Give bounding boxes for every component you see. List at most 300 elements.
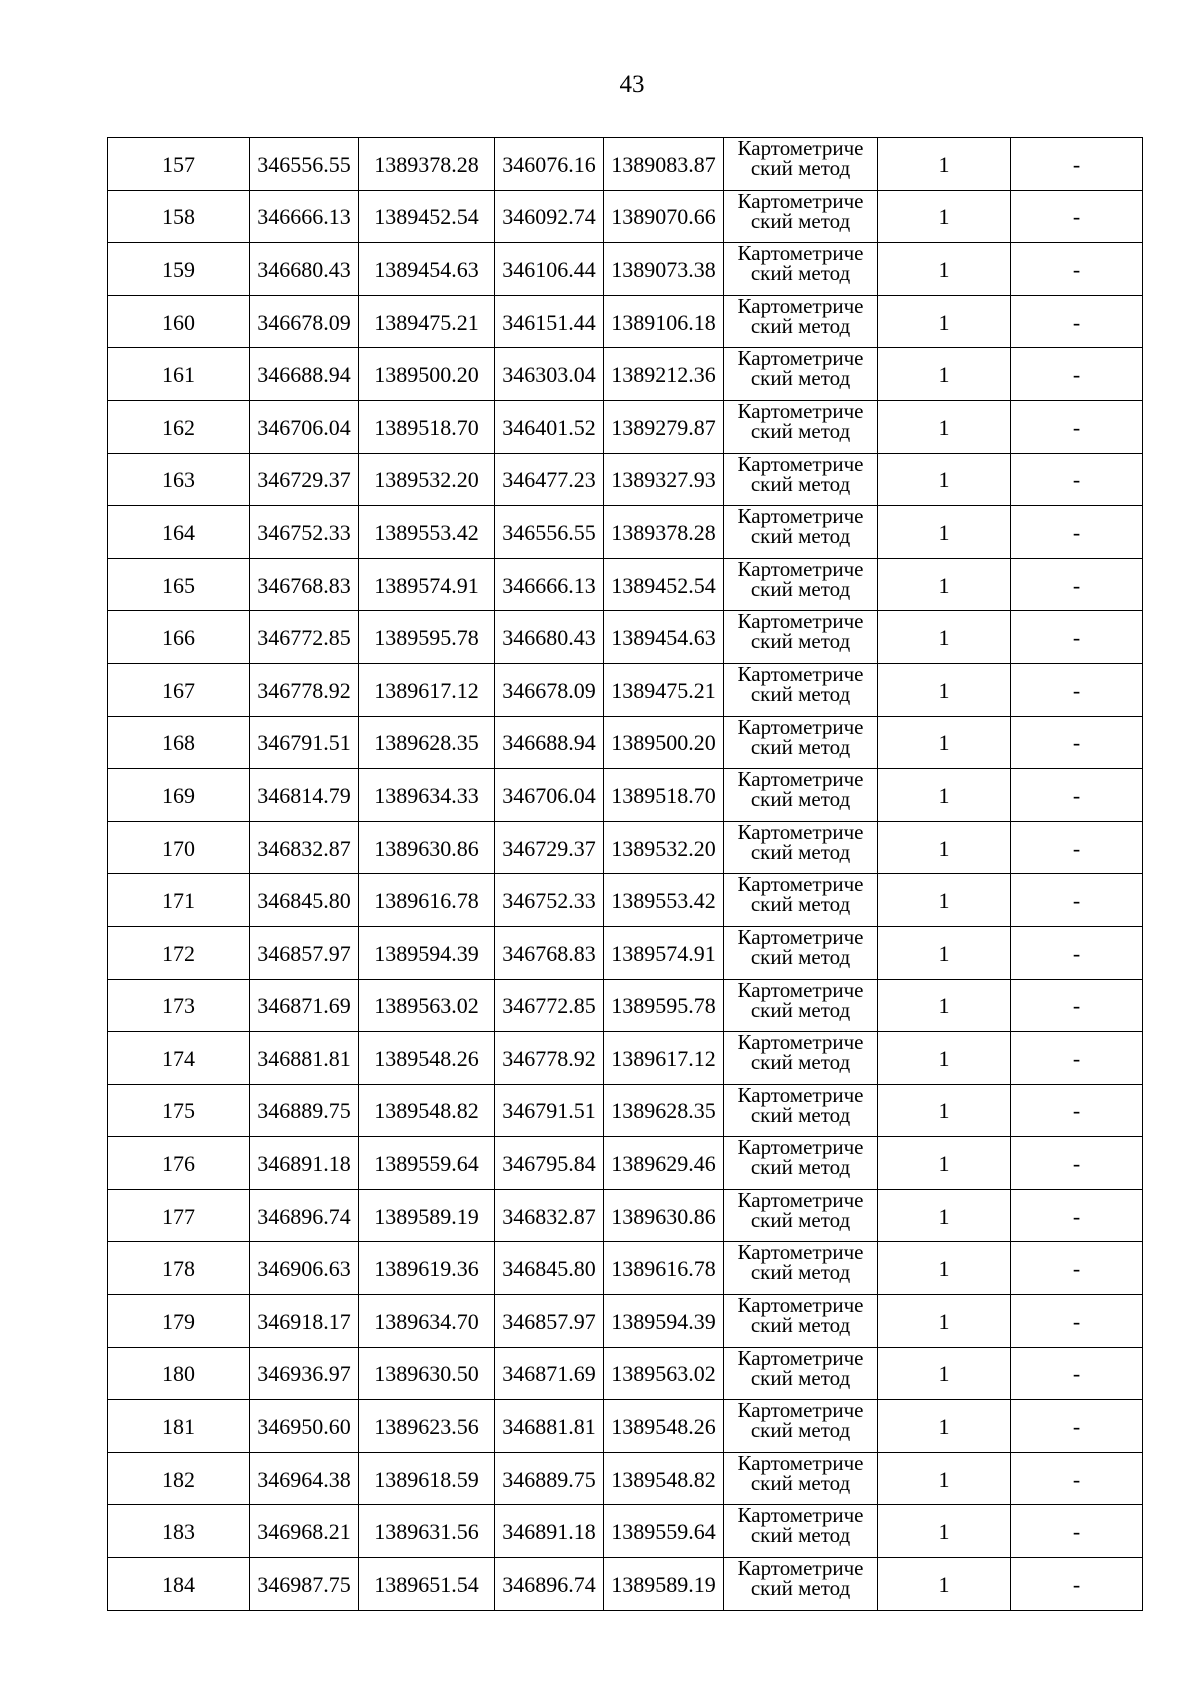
x-coordinate-cell: 346964.38 — [250, 1452, 359, 1505]
table-row — [108, 348, 1143, 401]
note-cell: - — [1011, 400, 1143, 453]
table-row — [108, 1137, 1143, 1190]
y-previous-coordinate-cell: 1389616.78 — [604, 1242, 724, 1295]
point-number-cell: 166 — [108, 611, 250, 664]
y-previous-coordinate-cell: 1389553.42 — [604, 874, 724, 927]
point-number-cell: 168 — [108, 716, 250, 769]
point-number-cell: 177 — [108, 1189, 250, 1242]
method-cell — [724, 979, 878, 1032]
method-line-1: Картометриче — [737, 1399, 864, 1423]
method-line-1: Картометриче — [737, 295, 864, 318]
method-cell — [724, 663, 878, 716]
x-coordinate-cell: 346791.51 — [250, 716, 359, 769]
point-number-cell: 171 — [108, 874, 250, 927]
method-line-2: ский метод — [750, 1102, 851, 1127]
accuracy-cell: 1 — [878, 295, 1011, 348]
method-line-2: ский метод — [750, 734, 851, 759]
accuracy-cell: 1 — [878, 874, 1011, 927]
accuracy-cell: 1 — [878, 1452, 1011, 1505]
table-row — [108, 400, 1143, 453]
table-row — [108, 1295, 1143, 1348]
accuracy-cell: 1 — [878, 1189, 1011, 1242]
point-number-cell: 161 — [108, 348, 250, 401]
point-number-cell: 182 — [108, 1452, 250, 1505]
note-cell: - — [1011, 716, 1143, 769]
y-coordinate-cell: 1389548.26 — [359, 1032, 495, 1085]
note-cell: - — [1011, 1400, 1143, 1453]
method-line-1: Картометриче — [737, 1294, 864, 1318]
x-coordinate-cell: 346688.94 — [250, 348, 359, 401]
note-cell: - — [1011, 1452, 1143, 1505]
method-line-2: ский метод — [750, 1155, 851, 1180]
x-previous-coordinate-cell: 346556.55 — [495, 506, 604, 559]
x-coordinate-cell: 346680.43 — [250, 243, 359, 296]
y-coordinate-cell: 1389553.42 — [359, 506, 495, 559]
y-previous-coordinate-cell: 1389628.35 — [604, 1084, 724, 1137]
point-number-cell: 162 — [108, 400, 250, 453]
x-coordinate-cell: 346889.75 — [250, 1084, 359, 1137]
point-number-cell: 157 — [108, 138, 250, 191]
x-previous-coordinate-cell: 346845.80 — [495, 1242, 604, 1295]
y-previous-coordinate-cell: 1389574.91 — [604, 926, 724, 979]
y-coordinate-cell: 1389532.20 — [359, 453, 495, 506]
method-line-1: Картометриче — [737, 610, 864, 634]
y-coordinate-cell: 1389616.78 — [359, 874, 495, 927]
y-previous-coordinate-cell: 1389475.21 — [604, 663, 724, 716]
x-previous-coordinate-cell: 346768.83 — [495, 926, 604, 979]
x-coordinate-cell: 346881.81 — [250, 1032, 359, 1085]
accuracy-cell: 1 — [878, 1347, 1011, 1400]
table-body — [108, 138, 1143, 1611]
accuracy-cell: 1 — [878, 138, 1011, 191]
table-row — [108, 243, 1143, 296]
note-cell: - — [1011, 821, 1143, 874]
x-previous-coordinate-cell: 346477.23 — [495, 453, 604, 506]
note-cell: - — [1011, 1505, 1143, 1558]
method-line-1: Картометриче — [737, 1557, 864, 1581]
method-cell — [724, 453, 878, 506]
y-previous-coordinate-cell: 1389617.12 — [604, 1032, 724, 1085]
x-coordinate-cell: 346772.85 — [250, 611, 359, 664]
method-cell — [724, 1084, 878, 1137]
y-previous-coordinate-cell: 1389500.20 — [604, 716, 724, 769]
x-previous-coordinate-cell: 346678.09 — [495, 663, 604, 716]
method-line-2: ский метод — [750, 156, 851, 180]
accuracy-cell: 1 — [878, 821, 1011, 874]
y-coordinate-cell: 1389619.36 — [359, 1242, 495, 1295]
note-cell: - — [1011, 874, 1143, 927]
method-line-1: Картометриче — [737, 873, 864, 897]
x-previous-coordinate-cell: 346832.87 — [495, 1189, 604, 1242]
method-line-1: Картометриче — [737, 137, 864, 160]
accuracy-cell: 1 — [878, 1242, 1011, 1295]
accuracy-cell: 1 — [878, 558, 1011, 611]
point-number-cell: 183 — [108, 1505, 250, 1558]
y-coordinate-cell: 1389595.78 — [359, 611, 495, 664]
x-coordinate-cell: 346871.69 — [250, 979, 359, 1032]
method-line-1: Картометриче — [737, 400, 864, 423]
y-coordinate-cell: 1389454.63 — [359, 243, 495, 296]
y-coordinate-cell: 1389574.91 — [359, 558, 495, 611]
table-row — [108, 769, 1143, 822]
note-cell: - — [1011, 1242, 1143, 1295]
method-line-2: ский метод — [750, 1365, 851, 1390]
method-line-2: ский метод — [750, 1418, 851, 1443]
y-coordinate-cell: 1389518.70 — [359, 400, 495, 453]
accuracy-cell: 1 — [878, 243, 1011, 296]
x-coordinate-cell: 346936.97 — [250, 1347, 359, 1400]
x-coordinate-cell: 346987.75 — [250, 1558, 359, 1611]
method-cell — [724, 611, 878, 664]
method-line-1: Картометриче — [737, 1452, 864, 1475]
accuracy-cell: 1 — [878, 1505, 1011, 1558]
y-coordinate-cell: 1389628.35 — [359, 716, 495, 769]
y-coordinate-cell: 1389378.28 — [359, 138, 495, 191]
x-coordinate-cell: 346891.18 — [250, 1137, 359, 1190]
method-line-2: ский метод — [750, 1050, 851, 1075]
note-cell: - — [1011, 506, 1143, 559]
y-previous-coordinate-cell: 1389630.86 — [604, 1189, 724, 1242]
method-line-2: ский метод — [750, 313, 851, 338]
note-cell: - — [1011, 1084, 1143, 1137]
table-row — [108, 558, 1143, 611]
method-cell — [724, 926, 878, 979]
table-row — [108, 190, 1143, 243]
method-line-2: ский метод — [750, 1260, 851, 1285]
point-number-cell: 181 — [108, 1400, 250, 1453]
point-number-cell: 178 — [108, 1242, 250, 1295]
y-coordinate-cell: 1389618.59 — [359, 1452, 495, 1505]
method-line-2: ский метод — [750, 997, 851, 1022]
method-line-1: Картометриче — [737, 768, 864, 792]
accuracy-cell: 1 — [878, 1558, 1011, 1611]
coordinates-table — [107, 137, 1143, 1611]
x-previous-coordinate-cell: 346778.92 — [495, 1032, 604, 1085]
method-line-2: ский метод — [750, 681, 851, 706]
y-coordinate-cell: 1389617.12 — [359, 663, 495, 716]
point-number-cell: 169 — [108, 769, 250, 822]
note-cell: - — [1011, 1137, 1143, 1190]
x-previous-coordinate-cell: 346688.94 — [495, 716, 604, 769]
method-cell — [724, 1400, 878, 1453]
y-coordinate-cell: 1389452.54 — [359, 190, 495, 243]
note-cell: - — [1011, 558, 1143, 611]
accuracy-cell: 1 — [878, 1084, 1011, 1137]
method-line-1: Картометриче — [737, 1084, 864, 1107]
y-previous-coordinate-cell: 1389518.70 — [604, 769, 724, 822]
method-line-2: ский метод — [750, 1523, 851, 1548]
table-row — [108, 926, 1143, 979]
table-row — [108, 611, 1143, 664]
y-coordinate-cell: 1389475.21 — [359, 295, 495, 348]
method-cell — [724, 243, 878, 296]
note-cell: - — [1011, 926, 1143, 979]
method-cell — [724, 1452, 878, 1505]
y-previous-coordinate-cell: 1389559.64 — [604, 1505, 724, 1558]
table-row — [108, 1452, 1143, 1505]
point-number-cell: 159 — [108, 243, 250, 296]
method-cell — [724, 400, 878, 453]
method-line-1: Картометриче — [737, 1347, 864, 1370]
accuracy-cell: 1 — [878, 769, 1011, 822]
method-line-1: Картометриче — [737, 926, 864, 949]
x-coordinate-cell: 346950.60 — [250, 1400, 359, 1453]
y-previous-coordinate-cell: 1389629.46 — [604, 1137, 724, 1190]
page-number: 43 — [619, 71, 645, 98]
method-line-1: Картометриче — [737, 663, 864, 686]
x-coordinate-cell: 346556.55 — [250, 138, 359, 191]
table-row — [108, 716, 1143, 769]
x-coordinate-cell: 346918.17 — [250, 1295, 359, 1348]
point-number-cell: 179 — [108, 1295, 250, 1348]
point-number-cell: 173 — [108, 979, 250, 1032]
method-line-2: ский метод — [750, 892, 851, 917]
table-row — [108, 979, 1143, 1032]
table-row — [108, 1505, 1143, 1558]
method-cell — [724, 1505, 878, 1558]
point-number-cell: 164 — [108, 506, 250, 559]
note-cell: - — [1011, 1295, 1143, 1348]
x-previous-coordinate-cell: 346752.33 — [495, 874, 604, 927]
x-coordinate-cell: 346845.80 — [250, 874, 359, 927]
y-previous-coordinate-cell: 1389073.38 — [604, 243, 724, 296]
y-previous-coordinate-cell: 1389106.18 — [604, 295, 724, 348]
method-line-2: ский метод — [750, 1207, 851, 1232]
point-number-cell: 184 — [108, 1558, 250, 1611]
accuracy-cell: 1 — [878, 716, 1011, 769]
method-line-1: Картометриче — [737, 1136, 864, 1160]
method-line-2: ский метод — [750, 787, 851, 812]
note-cell: - — [1011, 1189, 1143, 1242]
point-number-cell: 174 — [108, 1032, 250, 1085]
y-coordinate-cell: 1389651.54 — [359, 1558, 495, 1611]
x-coordinate-cell: 346678.09 — [250, 295, 359, 348]
accuracy-cell: 1 — [878, 1295, 1011, 1348]
x-coordinate-cell: 346752.33 — [250, 506, 359, 559]
table-row — [108, 295, 1143, 348]
point-number-cell: 170 — [108, 821, 250, 874]
x-coordinate-cell: 346729.37 — [250, 453, 359, 506]
y-previous-coordinate-cell: 1389548.82 — [604, 1452, 724, 1505]
x-previous-coordinate-cell: 346729.37 — [495, 821, 604, 874]
method-line-1: Картометриче — [737, 242, 864, 266]
method-line-1: Картометриче — [737, 505, 864, 529]
note-cell: - — [1011, 663, 1143, 716]
x-previous-coordinate-cell: 346889.75 — [495, 1452, 604, 1505]
method-line-2: ский метод — [750, 524, 851, 549]
table-row — [108, 506, 1143, 559]
table-row — [108, 453, 1143, 506]
accuracy-cell: 1 — [878, 611, 1011, 664]
method-cell — [724, 1347, 878, 1400]
method-cell — [724, 190, 878, 243]
y-previous-coordinate-cell: 1389212.36 — [604, 348, 724, 401]
x-previous-coordinate-cell: 346151.44 — [495, 295, 604, 348]
note-cell: - — [1011, 1032, 1143, 1085]
y-previous-coordinate-cell: 1389279.87 — [604, 400, 724, 453]
y-previous-coordinate-cell: 1389563.02 — [604, 1347, 724, 1400]
method-line-2: ский метод — [750, 418, 851, 443]
method-cell — [724, 874, 878, 927]
method-cell — [724, 138, 878, 191]
note-cell: - — [1011, 243, 1143, 296]
x-previous-coordinate-cell: 346106.44 — [495, 243, 604, 296]
point-number-cell: 167 — [108, 663, 250, 716]
method-line-1: Картометриче — [737, 1504, 864, 1528]
x-previous-coordinate-cell: 346772.85 — [495, 979, 604, 1032]
method-line-1: Картометриче — [737, 1241, 864, 1265]
table-row — [108, 138, 1143, 191]
accuracy-cell: 1 — [878, 453, 1011, 506]
x-previous-coordinate-cell: 346881.81 — [495, 1400, 604, 1453]
accuracy-cell: 1 — [878, 1400, 1011, 1453]
point-number-cell: 176 — [108, 1137, 250, 1190]
note-cell: - — [1011, 1347, 1143, 1400]
table-row — [108, 1347, 1143, 1400]
y-coordinate-cell: 1389548.82 — [359, 1084, 495, 1137]
x-previous-coordinate-cell: 346092.74 — [495, 190, 604, 243]
table-row — [108, 874, 1143, 927]
x-previous-coordinate-cell: 346680.43 — [495, 611, 604, 664]
method-line-1: Картометриче — [737, 347, 864, 371]
accuracy-cell: 1 — [878, 190, 1011, 243]
y-coordinate-cell: 1389563.02 — [359, 979, 495, 1032]
method-line-1: Картометриче — [737, 190, 864, 213]
note-cell: - — [1011, 769, 1143, 822]
method-line-2: ский метод — [750, 1470, 851, 1495]
note-cell: - — [1011, 979, 1143, 1032]
x-previous-coordinate-cell: 346891.18 — [495, 1505, 604, 1558]
method-cell — [724, 821, 878, 874]
table-row — [108, 1400, 1143, 1453]
method-line-1: Картометриче — [737, 821, 864, 844]
y-previous-coordinate-cell: 1389589.19 — [604, 1558, 724, 1611]
method-cell — [724, 1242, 878, 1295]
y-coordinate-cell: 1389630.50 — [359, 1347, 495, 1400]
point-number-cell: 160 — [108, 295, 250, 348]
note-cell: - — [1011, 348, 1143, 401]
note-cell: - — [1011, 138, 1143, 191]
y-coordinate-cell: 1389631.56 — [359, 1505, 495, 1558]
method-line-2: ский метод — [750, 576, 851, 601]
x-previous-coordinate-cell: 346303.04 — [495, 348, 604, 401]
method-line-2: ский метод — [750, 1576, 851, 1601]
x-coordinate-cell: 346778.92 — [250, 663, 359, 716]
method-line-2: ский метод — [750, 208, 851, 233]
point-number-cell: 180 — [108, 1347, 250, 1400]
method-line-2: ский метод — [750, 839, 851, 864]
accuracy-cell: 1 — [878, 663, 1011, 716]
table-row — [108, 1558, 1143, 1611]
y-previous-coordinate-cell: 1389378.28 — [604, 506, 724, 559]
x-previous-coordinate-cell: 346666.13 — [495, 558, 604, 611]
y-previous-coordinate-cell: 1389594.39 — [604, 1295, 724, 1348]
table-row — [108, 663, 1143, 716]
method-cell — [724, 1189, 878, 1242]
accuracy-cell: 1 — [878, 979, 1011, 1032]
x-coordinate-cell: 346768.83 — [250, 558, 359, 611]
method-line-1: Картометриче — [737, 453, 864, 476]
method-line-1: Картометриче — [737, 1189, 864, 1212]
method-cell — [724, 348, 878, 401]
y-coordinate-cell: 1389630.86 — [359, 821, 495, 874]
accuracy-cell: 1 — [878, 400, 1011, 453]
x-previous-coordinate-cell: 346795.84 — [495, 1137, 604, 1190]
method-line-2: ский метод — [750, 366, 851, 391]
accuracy-cell: 1 — [878, 348, 1011, 401]
x-previous-coordinate-cell: 346076.16 — [495, 138, 604, 191]
accuracy-cell: 1 — [878, 506, 1011, 559]
y-coordinate-cell: 1389559.64 — [359, 1137, 495, 1190]
x-coordinate-cell: 346968.21 — [250, 1505, 359, 1558]
y-previous-coordinate-cell: 1389083.87 — [604, 138, 724, 191]
y-coordinate-cell: 1389623.56 — [359, 1400, 495, 1453]
method-cell — [724, 506, 878, 559]
method-cell — [724, 769, 878, 822]
point-number-cell: 165 — [108, 558, 250, 611]
point-number-cell: 158 — [108, 190, 250, 243]
y-previous-coordinate-cell: 1389595.78 — [604, 979, 724, 1032]
x-coordinate-cell: 346814.79 — [250, 769, 359, 822]
y-coordinate-cell: 1389634.70 — [359, 1295, 495, 1348]
y-previous-coordinate-cell: 1389532.20 — [604, 821, 724, 874]
method-line-1: Картометриче — [737, 558, 864, 581]
method-line-2: ский метод — [750, 944, 851, 969]
y-coordinate-cell: 1389634.33 — [359, 769, 495, 822]
accuracy-cell: 1 — [878, 1032, 1011, 1085]
y-previous-coordinate-cell: 1389548.26 — [604, 1400, 724, 1453]
note-cell: - — [1011, 1558, 1143, 1611]
accuracy-cell: 1 — [878, 1137, 1011, 1190]
point-number-cell: 163 — [108, 453, 250, 506]
table-row — [108, 1189, 1143, 1242]
point-number-cell: 172 — [108, 926, 250, 979]
method-cell — [724, 558, 878, 611]
table-row — [108, 821, 1143, 874]
y-coordinate-cell: 1389589.19 — [359, 1189, 495, 1242]
x-coordinate-cell: 346706.04 — [250, 400, 359, 453]
method-cell — [724, 1137, 878, 1190]
x-coordinate-cell: 346906.63 — [250, 1242, 359, 1295]
table-row — [108, 1084, 1143, 1137]
x-coordinate-cell: 346832.87 — [250, 821, 359, 874]
note-cell: - — [1011, 190, 1143, 243]
method-cell — [724, 1032, 878, 1085]
method-line-1: Картометриче — [737, 716, 864, 739]
method-line-1: Картометриче — [737, 979, 864, 1002]
y-previous-coordinate-cell: 1389454.63 — [604, 611, 724, 664]
method-cell — [724, 1558, 878, 1611]
x-previous-coordinate-cell: 346401.52 — [495, 400, 604, 453]
x-coordinate-cell: 346896.74 — [250, 1189, 359, 1242]
note-cell: - — [1011, 295, 1143, 348]
x-previous-coordinate-cell: 346706.04 — [495, 769, 604, 822]
note-cell: - — [1011, 453, 1143, 506]
x-previous-coordinate-cell: 346791.51 — [495, 1084, 604, 1137]
table-row — [108, 1242, 1143, 1295]
y-coordinate-cell: 1389594.39 — [359, 926, 495, 979]
method-line-1: Картометриче — [737, 1031, 864, 1055]
accuracy-cell: 1 — [878, 926, 1011, 979]
method-cell — [724, 1295, 878, 1348]
method-cell — [724, 716, 878, 769]
y-coordinate-cell: 1389500.20 — [359, 348, 495, 401]
method-cell — [724, 295, 878, 348]
x-previous-coordinate-cell: 346871.69 — [495, 1347, 604, 1400]
method-line-2: ский метод — [750, 629, 851, 654]
method-line-2: ский метод — [750, 1313, 851, 1338]
x-coordinate-cell: 346857.97 — [250, 926, 359, 979]
